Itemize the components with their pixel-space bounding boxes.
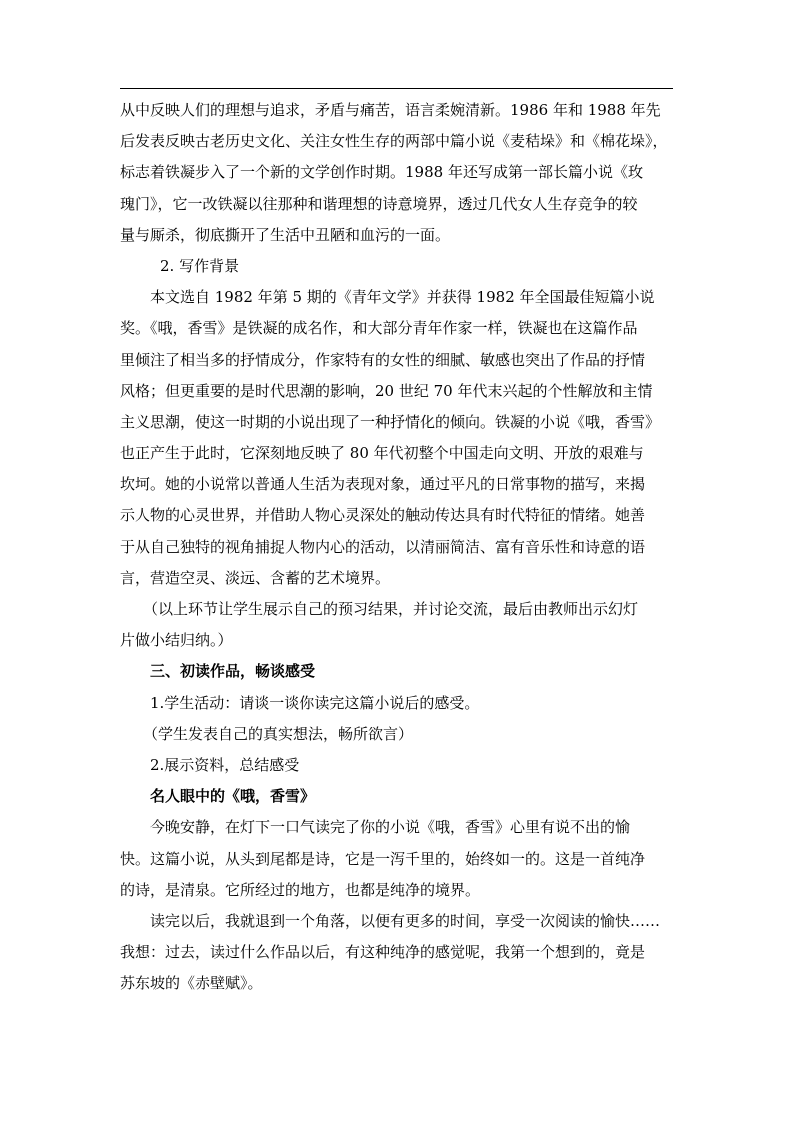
text-line: 也正产生于此时，它深刻地反映了 80 年代初整个中国走向文明、开放的艰难与	[120, 444, 644, 463]
subheading-writing-background	[120, 251, 680, 282]
section-heading-text: 三、初读作品，畅谈感受	[150, 662, 316, 681]
text-line: 奖。《哦，香雪》是铁凝的成名作，和大部分青年作家一样，铁凝也在这篇作品	[120, 319, 638, 338]
text-line: （以上环节让学生展示自己的预习结果，并讨论交流，最后由教师出示幻灯	[143, 600, 639, 618]
quote-paragraph-2	[120, 906, 680, 1000]
text-line: 量与厮杀，彻底撕开了生活中丑陋和血污的一面。	[120, 225, 451, 244]
text-line: 我想：过去，读过什么作品以后，有这种纯净的感觉呢，我第一个想到的，竟是	[120, 943, 646, 962]
header-rule	[120, 88, 673, 89]
subheading-text: 2. 写作背景	[160, 256, 240, 275]
teacher-note	[120, 594, 680, 656]
text-line: 从中反映人们的理想与追求，矛盾与痛苦，语言柔婉清新。1986 年和 1988 年先	[120, 101, 661, 119]
text-line: 苏东坡的《赤壁赋》。	[120, 974, 263, 993]
document-body	[120, 95, 680, 999]
text-line: 里倾注了相当多的抒情成分，作家特有的女性的细腻、敏感也突出了作品的抒情	[120, 350, 646, 369]
paragraph-background	[120, 282, 680, 594]
activity-item-1	[120, 688, 680, 719]
text-line: 风格；但更重要的是时代思潮的影响，20 世纪 70 年代末兴起的个性解放和主情	[120, 381, 653, 400]
quote-heading-text: 名人眼中的《哦，香雪》	[150, 787, 316, 806]
quote-paragraph-1	[120, 812, 680, 906]
paragraph-author-works	[120, 95, 680, 251]
text-line: 后发表反映古老历史文化、关注女性生存的两部中篇小说《麦秸垛》和《棉花垛》，	[120, 132, 668, 151]
text-line: 言，营造空灵、淡远、含蓄的艺术境界。	[120, 568, 391, 587]
text-line: 快。这篇小说，从头到尾都是诗，它是一泻千里的，始终如一的。这是一首纯净	[120, 849, 646, 868]
text-line: 于从自己独特的视角捕捉人物内心的活动，以清丽简洁、富有音乐性和诗意的语	[120, 537, 646, 556]
quote-heading	[120, 781, 680, 812]
text-line: 瑰门》，它一改铁凝以往那种和谐理想的诗意境界，透过几代女人生存竞争的较	[120, 194, 638, 213]
text-line: 坎坷。她的小说常以普通人生活为表现对象，通过平凡的日常事物的描写，来揭	[120, 475, 646, 494]
text-line: 2.展示资料，总结感受	[150, 755, 300, 774]
text-line: 片做小结归纳。）	[120, 631, 233, 650]
text-line: （学生发表自己的真实想法，畅所欲言）	[143, 724, 414, 743]
text-line: 的诗，是清泉。它所经过的地方，也都是纯净的境界。	[120, 880, 481, 899]
text-line: 读完以后，我就退到一个角落，以便有更多的时间，享受一次阅读的愉快……	[150, 911, 661, 930]
activity-item-2	[120, 750, 680, 781]
text-line: 主义思潮，使这一时期的小说出现了一种抒情化的倾向。铁凝的小说《哦，香雪》	[120, 412, 661, 431]
text-line: 本文选自 1982 年第 5 期的《青年文学》并获得 1982 年全国最佳短篇小说	[150, 288, 655, 307]
activity-note	[120, 719, 680, 750]
text-line: 1.学生活动：请谈一谈你读完这篇小说后的感受。	[150, 693, 480, 712]
text-line: 示人物的心灵世界，并借助人物心灵深处的触动传达具有时代特征的情绪。她善	[120, 506, 646, 525]
section-heading-3	[120, 656, 680, 687]
text-line: 标志着铁凝步入了一个新的文学创作时期。1988 年还写成第一部长篇小说《玫	[120, 163, 643, 182]
text-line: 今晚安静，在灯下一口气读完了你的小说《哦，香雪》心里有说不出的愉	[150, 818, 631, 837]
